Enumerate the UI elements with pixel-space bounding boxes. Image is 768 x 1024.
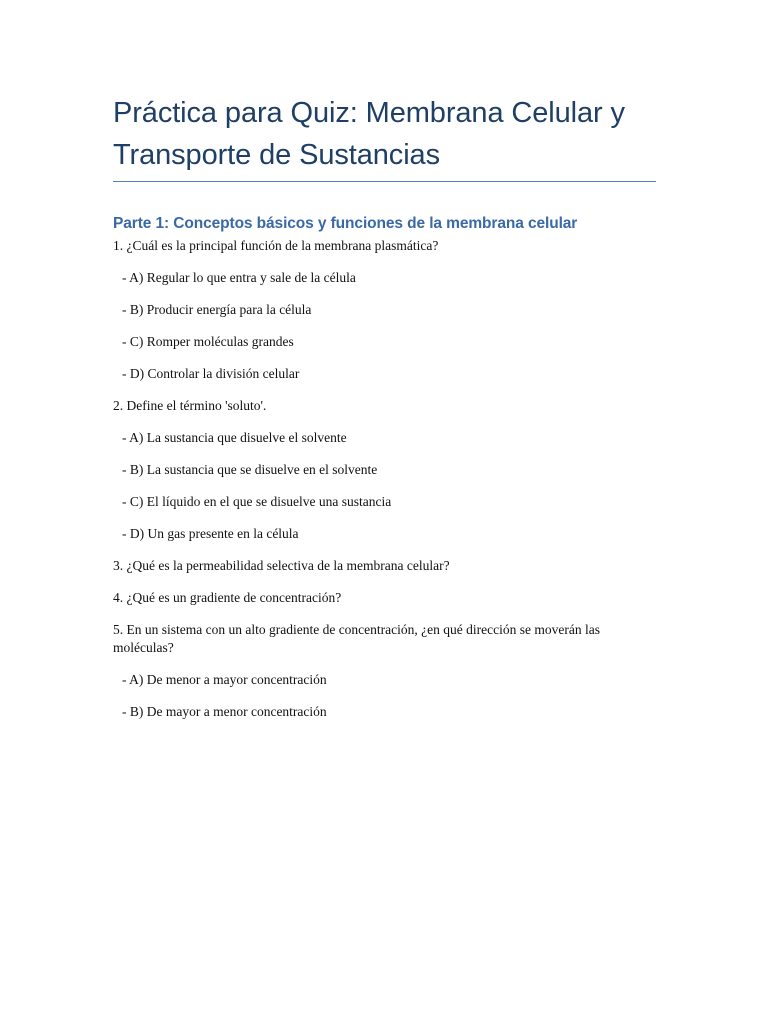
question-list [113,237,656,721]
question-1: 1. ¿Cuál es la principal función de la membrana plasmática? [113,238,439,253]
question-2-option-b: - B) La sustancia que se disuelve en el solvente [122,462,378,477]
question-1-option-b: - B) Producir energía para la célula [122,302,312,317]
question-1-option-d: - D) Controlar la división celular [122,366,300,381]
question-4: 4. ¿Qué es un gradiente de concentración? [113,590,342,605]
section-heading-part-1: Parte 1: Conceptos básicos y funciones de la membrana celular [113,215,578,232]
question-3: 3. ¿Qué es la permeabilidad selectiva de la membrana celular? [113,558,450,573]
question-5-option-a: - A) De menor a mayor concentración [122,672,327,687]
document-title: Práctica para Quiz: Membrana Celular y Transporte de Sustancias [113,97,625,171]
question-2-option-c: - C) El líquido en el que se disuelve una sustancia [122,494,392,509]
question-2: 2. Define el término 'soluto'. [113,398,267,413]
title-divider [113,181,656,182]
question-2-option-a: - A) La sustancia que disuelve el solvente [122,430,347,445]
question-1-option-c: - C) Romper moléculas grandes [122,334,294,349]
question-2-option-d: - D) Un gas presente en la célula [122,526,299,541]
document-page [113,92,656,735]
question-1-option-a: - A) Regular lo que entra y sale de la célula [122,270,356,285]
question-5-option-b: - B) De mayor a menor concentración [122,704,327,719]
question-5: 5. En un sistema con un alto gradiente de concentración, ¿en qué dirección se moverán las moléculas? [113,622,600,655]
